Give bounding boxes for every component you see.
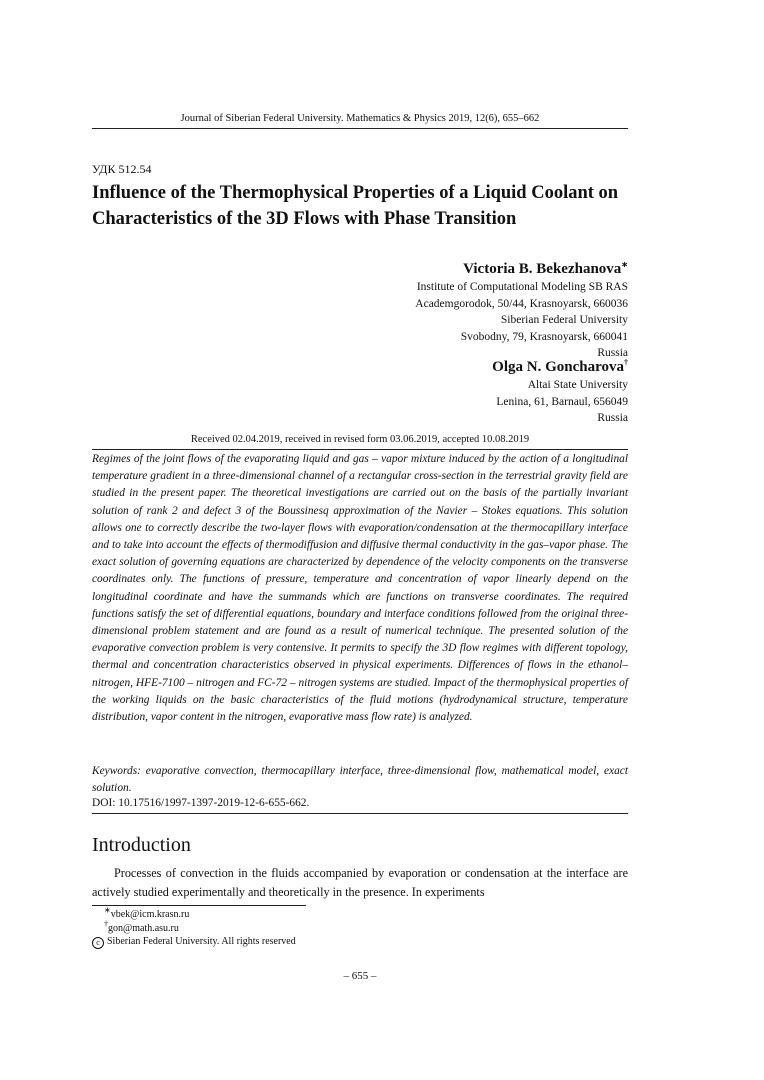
affiliation-line: Altai State University bbox=[527, 379, 628, 391]
intro-paragraph: Processes of convection in the fluids accompanied by evaporation or condensation at the interface are actively studied experimentally and theoretically in the presence. In experiments bbox=[92, 866, 628, 899]
section-heading: Introduction bbox=[92, 834, 191, 856]
affiliation-line: Lenina, 61, Barnaul, 656049 bbox=[496, 395, 628, 408]
affiliation-line: Russia bbox=[597, 347, 628, 360]
copyright-line: c Siberian Federal University. All rights reserved bbox=[92, 935, 296, 949]
abstract: Regimes of the joint flows of the evaporating liquid and gas – vapor mixture induced by the action of a longitudinal temperature gradient in a three-dimensional channel of a rectangular cross-section in the terrestrial gravity field are studied in the present paper. The theoretical investigations are carried out on the basis of the partially invariant solution of rank 2 and defect 3 of the Boussinesq approximation of the Navier – Stokes equations. This solution allows one to correctly describe the two-layer flows with evaporation/condensation at the thermocapillary interface and to take into account the effects of thermodiffusion and diffusive thermal conductivity in the gas–vapor phase. The exact solution of governing equations are characterized by dependence of the velocity components on the transverse coordinates only. The functions of pressure, temperature and concentration of vapor linearly depend on the longitudinal coordinate and have the summands which are functions on transverse coordinates. The required functions satisfy the set of differential equations, boundary and interface conditions followed from the original three-dimensional problem statement and are found as a result of numerical technique. The presented solution of the evaporative convection problem is very contensive. It permits to specify the 3D flow regimes with different topology, thermal and concentration characteristics observed in physical experiments. Differences of flows in the ethanol–nitrogen, HFE-7100 – nitrogen and FC-72 – nitrogen systems are studied. Impact of the thermophysical properties of the working liquids on the basic characteristics of the fluid motions (hydrodynamical structure, temperature distribution, vapor content in the nitrogen, evaporative mass flow rate) is analyzed. bbox=[92, 453, 628, 724]
affiliation-line: Svobodny, 79, Krasnoyarsk, 660041 bbox=[460, 330, 628, 343]
author-footnote-mark: † bbox=[624, 358, 628, 367]
author-name: Victoria B. Bekezhanova∗ bbox=[463, 260, 628, 277]
footnotes bbox=[92, 905, 296, 949]
author-block-1 bbox=[415, 259, 628, 362]
abstract-bottom-rule bbox=[92, 813, 628, 814]
paper-title: Influence of the Thermophysical Properties of a Liquid Coolant on Characteristics of the 3D Flows with Phase Transition bbox=[92, 183, 619, 229]
affiliation-line: Russia bbox=[597, 412, 628, 425]
affiliation-line: Institute of Computational Modeling SB RAS bbox=[416, 281, 628, 293]
footnote-email-1: ∗vbek@icm.krasn.ru bbox=[104, 905, 190, 920]
journal-header: Journal of Siberian Federal University. Mathematics & Physics 2019, 12(6), 655–662 bbox=[180, 113, 540, 124]
footnote-email-2: †gon@math.asu.ru bbox=[104, 919, 179, 934]
author-footnote-mark: ∗ bbox=[621, 260, 628, 269]
udk-code: УДК 512.54 bbox=[92, 162, 152, 176]
footnote-rule bbox=[92, 905, 306, 906]
affiliation-line: Siberian Federal University bbox=[500, 314, 628, 327]
doi: DOI: 10.17516/1997-1397-2019-12-6-655-662. bbox=[92, 797, 310, 809]
author-name: Olga N. Goncharova† bbox=[492, 358, 628, 375]
received-dates: Received 02.04.2019, received in revised form 03.06.2019, accepted 10.08.2019 bbox=[190, 434, 530, 445]
keywords: Keywords: evaporative convection, thermocapillary interface, three-dimensional flow, mathematical model, exact solution. bbox=[92, 765, 628, 795]
author-block-2 bbox=[492, 357, 628, 427]
copyright-icon: c bbox=[92, 937, 104, 949]
abstract-top-rule bbox=[92, 449, 628, 450]
header-rule bbox=[92, 128, 628, 129]
affiliation-line: Academgorodok, 50/44, Krasnoyarsk, 660036 bbox=[415, 297, 628, 310]
page-number: – 655 – bbox=[343, 970, 377, 982]
